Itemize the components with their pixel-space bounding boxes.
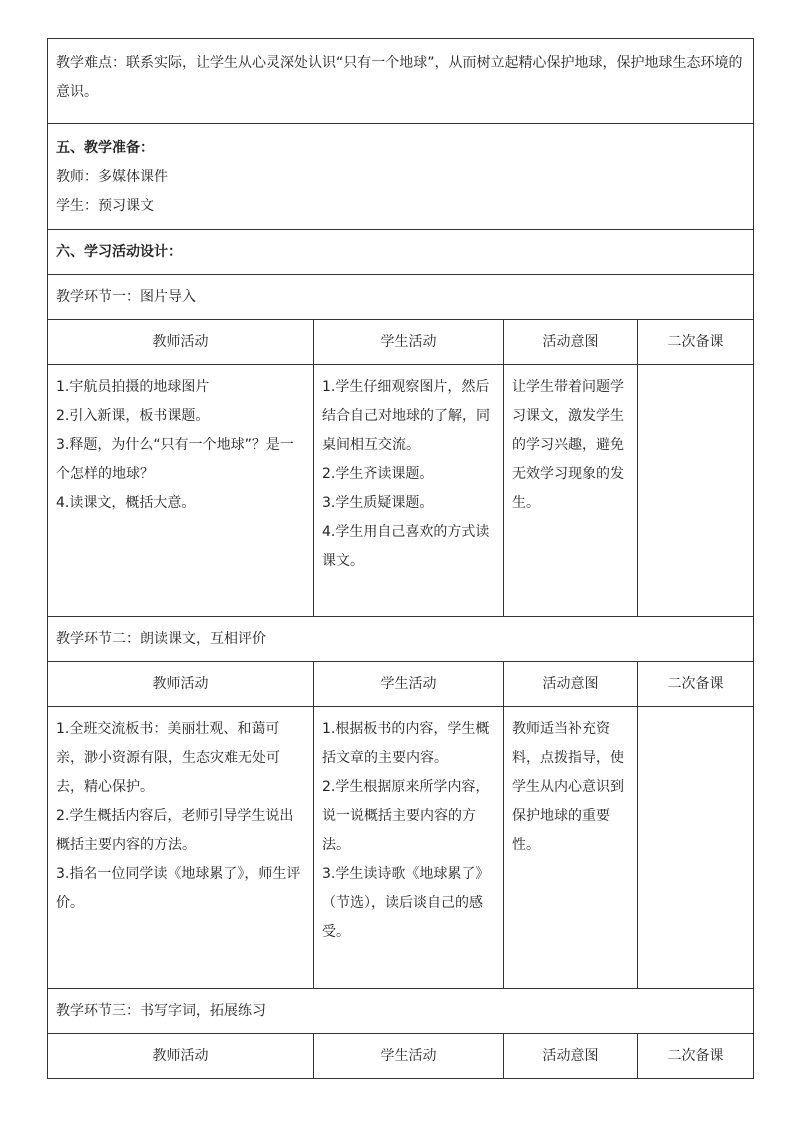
activity-row	[48, 365, 754, 617]
list-item: 3.学生质疑课题。	[322, 495, 434, 511]
column-header-row	[48, 1034, 754, 1079]
activity-intent	[504, 707, 638, 989]
student-activity	[314, 707, 504, 989]
header-intent: 活动意图	[504, 662, 638, 707]
list-item: 3.释题，为什么“只有一个地球”？是一个怎样的地球？	[56, 437, 294, 482]
header-student: 学生活动	[314, 1034, 504, 1079]
header-student: 学生活动	[314, 320, 504, 365]
list-item: 3.指名一位同学读《地球累了》，师生评价。	[56, 866, 301, 911]
stage-title: 教学环节二：朗读课文，互相评价	[48, 617, 754, 662]
header-second: 二次备课	[638, 320, 754, 365]
list-item: 1.宇航员拍摄的地球图片	[56, 379, 210, 395]
header-teacher: 教师活动	[48, 662, 314, 707]
prep-teacher: 教师：多媒体课件	[56, 169, 168, 185]
lesson-plan-table	[47, 38, 754, 1079]
teacher-activity	[48, 365, 314, 617]
column-header-row	[48, 662, 754, 707]
stage-title: 教学环节三：书写字词，拓展练习	[48, 989, 754, 1034]
activity-row	[48, 707, 754, 989]
design-row	[48, 230, 754, 275]
header-second: 二次备课	[638, 1034, 754, 1079]
list-item: 1.全班交流板书：美丽壮观、和蔼可亲，渺小资源有限，生态灾难无处可去，精心保护。	[56, 721, 280, 795]
difficulty-row	[48, 39, 754, 124]
activity-intent	[504, 365, 638, 617]
list-item: 2.引入新课，板书课题。	[56, 408, 210, 424]
list-item: 让学生带着问题学习课文，激发学生的学习兴趣，避免无效学习现象的发生。	[512, 379, 624, 511]
second-prep	[638, 365, 754, 617]
stage-title: 教学环节一：图片导入	[48, 275, 754, 320]
header-student: 学生活动	[314, 662, 504, 707]
prep-row	[48, 124, 754, 230]
list-item: 4.读课文，概括大意。	[56, 495, 196, 511]
second-prep	[638, 707, 754, 989]
prep-title: 五、教学准备：	[56, 140, 154, 156]
column-header-row	[48, 320, 754, 365]
list-item: 4.学生用自己喜欢的方式读课文。	[322, 524, 490, 569]
header-teacher: 教师活动	[48, 320, 314, 365]
list-item: 1.学生仔细观察图片，然后结合自己对地球的了解，同桌间相互交流。	[322, 379, 490, 453]
list-item: 2.学生根据原来所学内容，说一说概括主要内容的方法。	[322, 779, 490, 853]
header-teacher: 教师活动	[48, 1034, 314, 1079]
stage-row	[48, 989, 754, 1034]
teacher-activity	[48, 707, 314, 989]
design-title: 六、学习活动设计：	[48, 230, 754, 275]
prep-student: 学生：预习课文	[56, 198, 154, 214]
header-intent: 活动意图	[504, 320, 638, 365]
student-activity	[314, 365, 504, 617]
header-intent: 活动意图	[504, 1034, 638, 1079]
list-item: 1.根据板书的内容，学生概括文章的主要内容。	[322, 721, 490, 766]
stage-row	[48, 617, 754, 662]
list-item: 2.学生概括内容后，老师引导学生说出概括主要内容的方法。	[56, 808, 294, 853]
teaching-difficulty: 教学难点：联系实际，让学生从心灵深处认识“只有一个地球”，从而树立起精心保护地球，保护地球生态环境的意识。	[56, 55, 743, 100]
stage-row	[48, 275, 754, 320]
list-item: 3.学生读诗歌《地球累了》（节选），读后谈自己的感受。	[322, 866, 490, 940]
list-item: 教师适当补充资料，点拨指导，使学生从内心意识到保护地球的重要性。	[512, 721, 624, 853]
list-item: 2.学生齐读课题。	[322, 466, 434, 482]
header-second: 二次备课	[638, 662, 754, 707]
